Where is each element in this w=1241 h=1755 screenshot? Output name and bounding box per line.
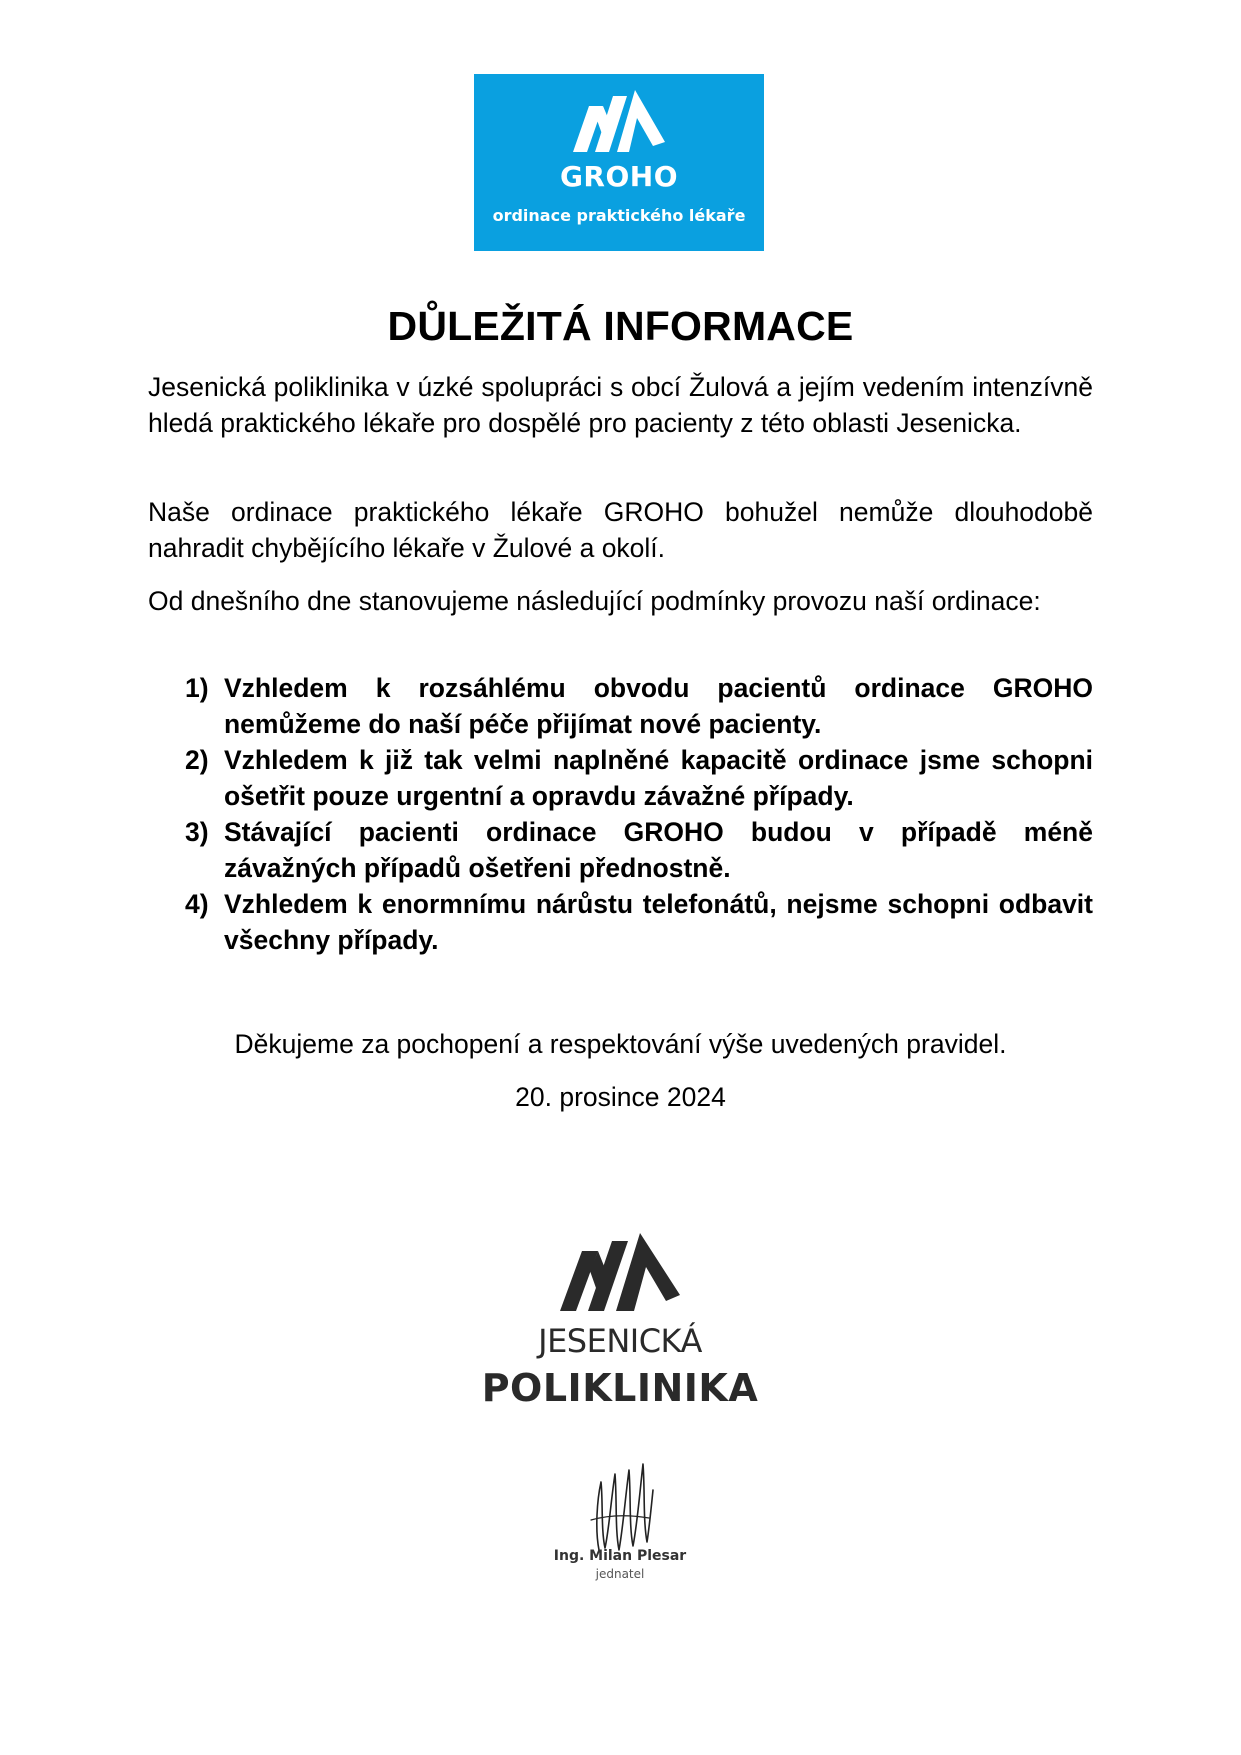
document-date: 20. prosince 2024: [515, 1082, 726, 1112]
paragraph-groho: Naše ordinace praktického lékaře GROHO bohužel nemůže dlouhodobě nahradit chybějícího lékaře v Žulové a okolí.: [148, 497, 1093, 563]
paragraph-intro: Jesenická poliklinika v úzké spolupráci s obcí Žulová a jejím vedením intenzívně hledá praktického lékaře pro dospělé pro pacienty z této oblasti Jesenicka.: [148, 372, 1093, 438]
rule-text: Vzhledem k enormnímu nárůstu telefonátů, nejsme schopni odbavit všechny případy.: [224, 889, 1093, 955]
rules-list: [185, 670, 1093, 958]
rule-text: Vzhledem k již tak velmi naplněné kapacitě ordinace jsme schopni ošetřit pouze urgentní a opravdu závažné případy.: [224, 745, 1093, 811]
paragraph-conditions: Od dnešního dne stanovujeme následující podmínky provozu naší ordinace:: [148, 586, 1041, 616]
signatory-role: jednatel: [595, 1567, 645, 1581]
poliklinika-mark-icon: [560, 1233, 680, 1315]
signatory-name: Ing. Milan Plesar: [553, 1548, 687, 1564]
poliklinika-logo-line1: JESENICKÁ: [538, 1322, 702, 1360]
groho-mark-icon: [573, 90, 665, 156]
groho-logo: [474, 74, 764, 251]
thanks-text: Děkujeme za pochopení a respektování výše uvedených pravidel.: [234, 1029, 1007, 1059]
rule-item: [185, 670, 1093, 742]
signature-block: [540, 1460, 700, 1600]
rule-text: Stávající pacienti ordinace GROHO budou v případě méně závažných případů ošetřeni přednostně.: [224, 817, 1093, 883]
groho-logo-name: GROHO: [559, 160, 679, 193]
page-title: DŮLEŽITÁ INFORMACE: [387, 303, 854, 349]
rule-number: 3): [185, 817, 209, 847]
rule-number: 1): [185, 673, 209, 703]
rule-text: Vzhledem k rozsáhlému obvodu pacientů ordinace GROHO nemůžeme do naší péče přijímat nové pacienty.: [224, 673, 1093, 739]
groho-logo-tagline: ordinace praktického lékaře: [492, 206, 746, 225]
handwritten-signature-icon: [585, 1460, 655, 1555]
rule-number: 4): [185, 889, 209, 919]
rule-item: [185, 814, 1093, 886]
poliklinika-logo: [470, 1233, 770, 1413]
rule-number: 2): [185, 745, 209, 775]
rule-item: [185, 742, 1093, 814]
poliklinika-logo-line2: POLIKLINIKA: [481, 1366, 759, 1410]
rule-item: [185, 886, 1093, 958]
